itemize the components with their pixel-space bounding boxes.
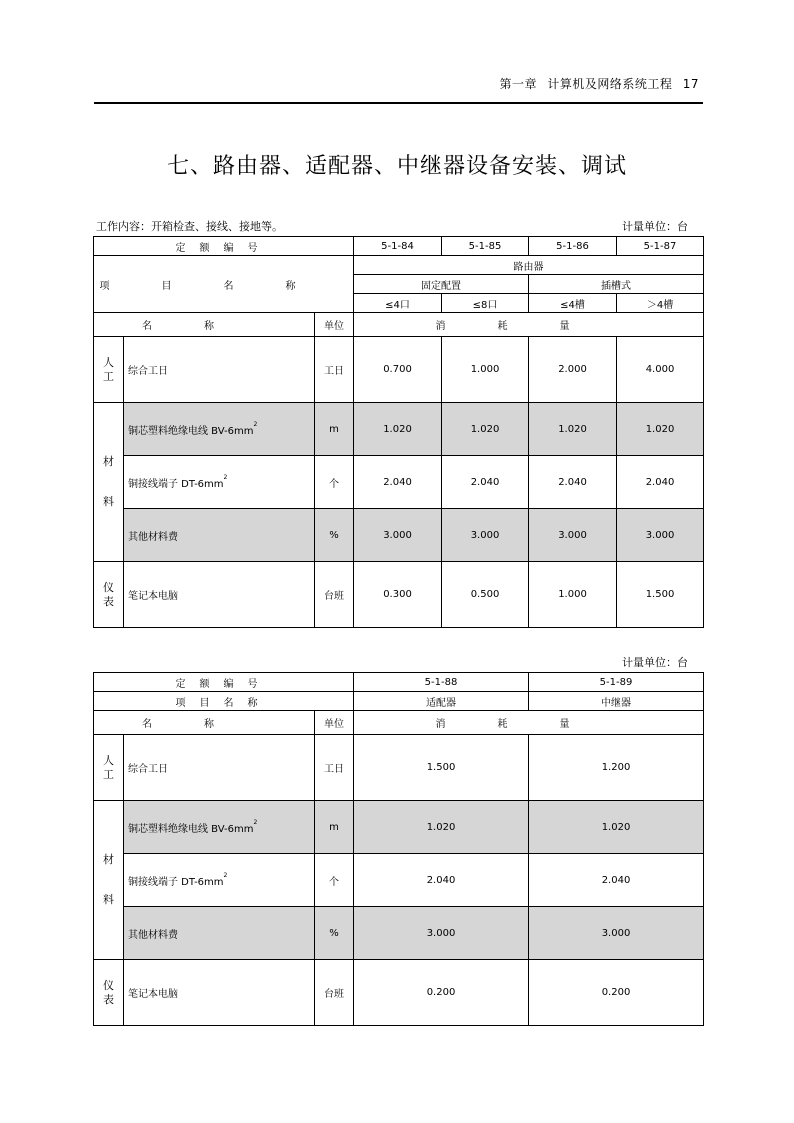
quota-code-cell: 5-1-87 (617, 237, 704, 256)
resource-unit: 台班 (315, 562, 354, 628)
labor-row (94, 735, 704, 801)
header-page-number: 17 (682, 77, 699, 91)
name-column-header: 名称 (94, 711, 315, 735)
value-cell: 2.040 (529, 456, 617, 509)
value-cell: 3.000 (354, 509, 442, 562)
page-title: 七、路由器、适配器、中继器设备安装、调试 (166, 154, 627, 179)
subgroup-name: 固定配置 (354, 275, 529, 294)
resource-name: 铜芯塑料绝缘电线 $BV-6mm^2$ (124, 801, 315, 854)
value-cell: 0.200 (354, 960, 529, 1026)
value-cell: 2.040 (617, 456, 704, 509)
resource-unit: 工日 (315, 735, 354, 801)
superscript: 2 (223, 871, 228, 879)
code-row (94, 237, 704, 256)
category-labor: 人工 (94, 337, 124, 403)
column-header-row (94, 313, 704, 337)
material-row (94, 907, 704, 960)
quota-code-label: 定额编号 (94, 673, 354, 692)
subgroup-name: 插槽式 (529, 275, 704, 294)
resource-name: 铜接线端子 $DT-6mm^2$ (124, 456, 315, 509)
category-labor: 人工 (94, 735, 124, 801)
resource-name: 铜接线端子 $DT-6mm^2$ (124, 854, 315, 907)
category-instrument: 仪表 (94, 562, 124, 628)
material-row (94, 854, 704, 907)
resource-unit: 个 (315, 854, 354, 907)
value-cell: 2.000 (529, 337, 617, 403)
labor-row (94, 337, 704, 403)
value-cell: 0.500 (442, 562, 529, 628)
work-content: 工作内容：开箱检查、接线、接地等。 (96, 220, 283, 233)
value-cell: 0.700 (354, 337, 442, 403)
unit-of-measure: 计量单位：台 (622, 220, 688, 233)
value-cell: 1.020 (354, 403, 442, 456)
quota-code-cell: 5-1-85 (442, 237, 529, 256)
resource-name: 铜芯塑料绝缘电线 $BV-6mm^2$ (124, 403, 315, 456)
value-cell: 1.000 (529, 562, 617, 628)
category-material: 材料 (94, 403, 124, 562)
item-name-label: 项目名称 (94, 256, 354, 313)
resource-name: 笔记本电脑 (124, 562, 315, 628)
value-cell: 3.000 (617, 509, 704, 562)
variant-cell: ＞4槽 (617, 294, 704, 313)
material-row (94, 403, 704, 456)
value-cell: 1.020 (442, 403, 529, 456)
instrument-row (94, 960, 704, 1026)
value-cell: 1.000 (442, 337, 529, 403)
name-column-header: 名称 (94, 313, 315, 337)
quota-table-2 (93, 672, 704, 1026)
variant-cell: ≤4槽 (529, 294, 617, 313)
value-cell: 3.000 (442, 509, 529, 562)
value-cell: 1.020 (617, 403, 704, 456)
category-instrument: 仪表 (94, 960, 124, 1026)
item-row (94, 692, 704, 711)
resource-unit: 个 (315, 456, 354, 509)
column-header-row (94, 711, 704, 735)
resource-name: 笔记本电脑 (124, 960, 315, 1026)
consumption-header: 消耗量 (354, 313, 704, 337)
material-row (94, 509, 704, 562)
resource-unit: m (315, 403, 354, 456)
value-cell: 1.200 (529, 735, 704, 801)
unit-of-measure-2: 计量单位：台 (622, 656, 688, 669)
value-cell: 1.500 (354, 735, 529, 801)
resource-unit: % (315, 509, 354, 562)
variant-cell: ≤4口 (354, 294, 442, 313)
superscript: 2 (253, 818, 258, 826)
value-cell: 0.300 (354, 562, 442, 628)
value-cell: 3.000 (354, 907, 529, 960)
value-cell: 1.020 (529, 403, 617, 456)
superscript: 2 (223, 473, 228, 481)
value-cell: 4.000 (617, 337, 704, 403)
variant-cell: ≤8口 (442, 294, 529, 313)
quota-code-cell: 5-1-88 (354, 673, 529, 692)
resource-name: 综合工日 (124, 337, 315, 403)
running-header (94, 72, 703, 104)
resource-unit: 工日 (315, 337, 354, 403)
value-cell: 1.500 (617, 562, 704, 628)
resource-unit: 台班 (315, 960, 354, 1026)
consumption-header: 消耗量 (354, 711, 704, 735)
value-cell: 3.000 (529, 509, 617, 562)
header-section: 计算机及网络系统工程 (547, 77, 673, 91)
item-name-cell: 中继器 (529, 692, 704, 711)
quota-code-cell: 5-1-89 (529, 673, 704, 692)
header-chapter: 第一章 (499, 77, 538, 91)
value-cell: 1.020 (354, 801, 529, 854)
quota-table-1 (93, 236, 704, 628)
header-text (500, 75, 699, 92)
code-row (94, 673, 704, 692)
group-row (94, 256, 704, 275)
instrument-row (94, 562, 704, 628)
resource-name: 其他材料费 (124, 907, 315, 960)
value-cell: 3.000 (529, 907, 704, 960)
value-cell: 0.200 (529, 960, 704, 1026)
quota-code-label: 定额编号 (94, 237, 354, 256)
resource-unit: % (315, 907, 354, 960)
material-row (94, 801, 704, 854)
value-cell: 2.040 (529, 854, 704, 907)
item-name-cell: 适配器 (354, 692, 529, 711)
unit-column-header: 单位 (315, 711, 354, 735)
material-row (94, 456, 704, 509)
value-cell: 1.020 (529, 801, 704, 854)
value-cell: 2.040 (442, 456, 529, 509)
superscript: 2 (253, 420, 258, 428)
resource-name: 其他材料费 (124, 509, 315, 562)
value-cell: 2.040 (354, 456, 442, 509)
unit-column-header: 单位 (315, 313, 354, 337)
resource-name: 综合工日 (124, 735, 315, 801)
resource-unit: m (315, 801, 354, 854)
quota-code-cell: 5-1-84 (354, 237, 442, 256)
category-material: 材料 (94, 801, 124, 960)
group-name: 路由器 (354, 256, 704, 275)
item-name-label: 项目名称 (94, 692, 354, 711)
quota-code-cell: 5-1-86 (529, 237, 617, 256)
value-cell: 2.040 (354, 854, 529, 907)
